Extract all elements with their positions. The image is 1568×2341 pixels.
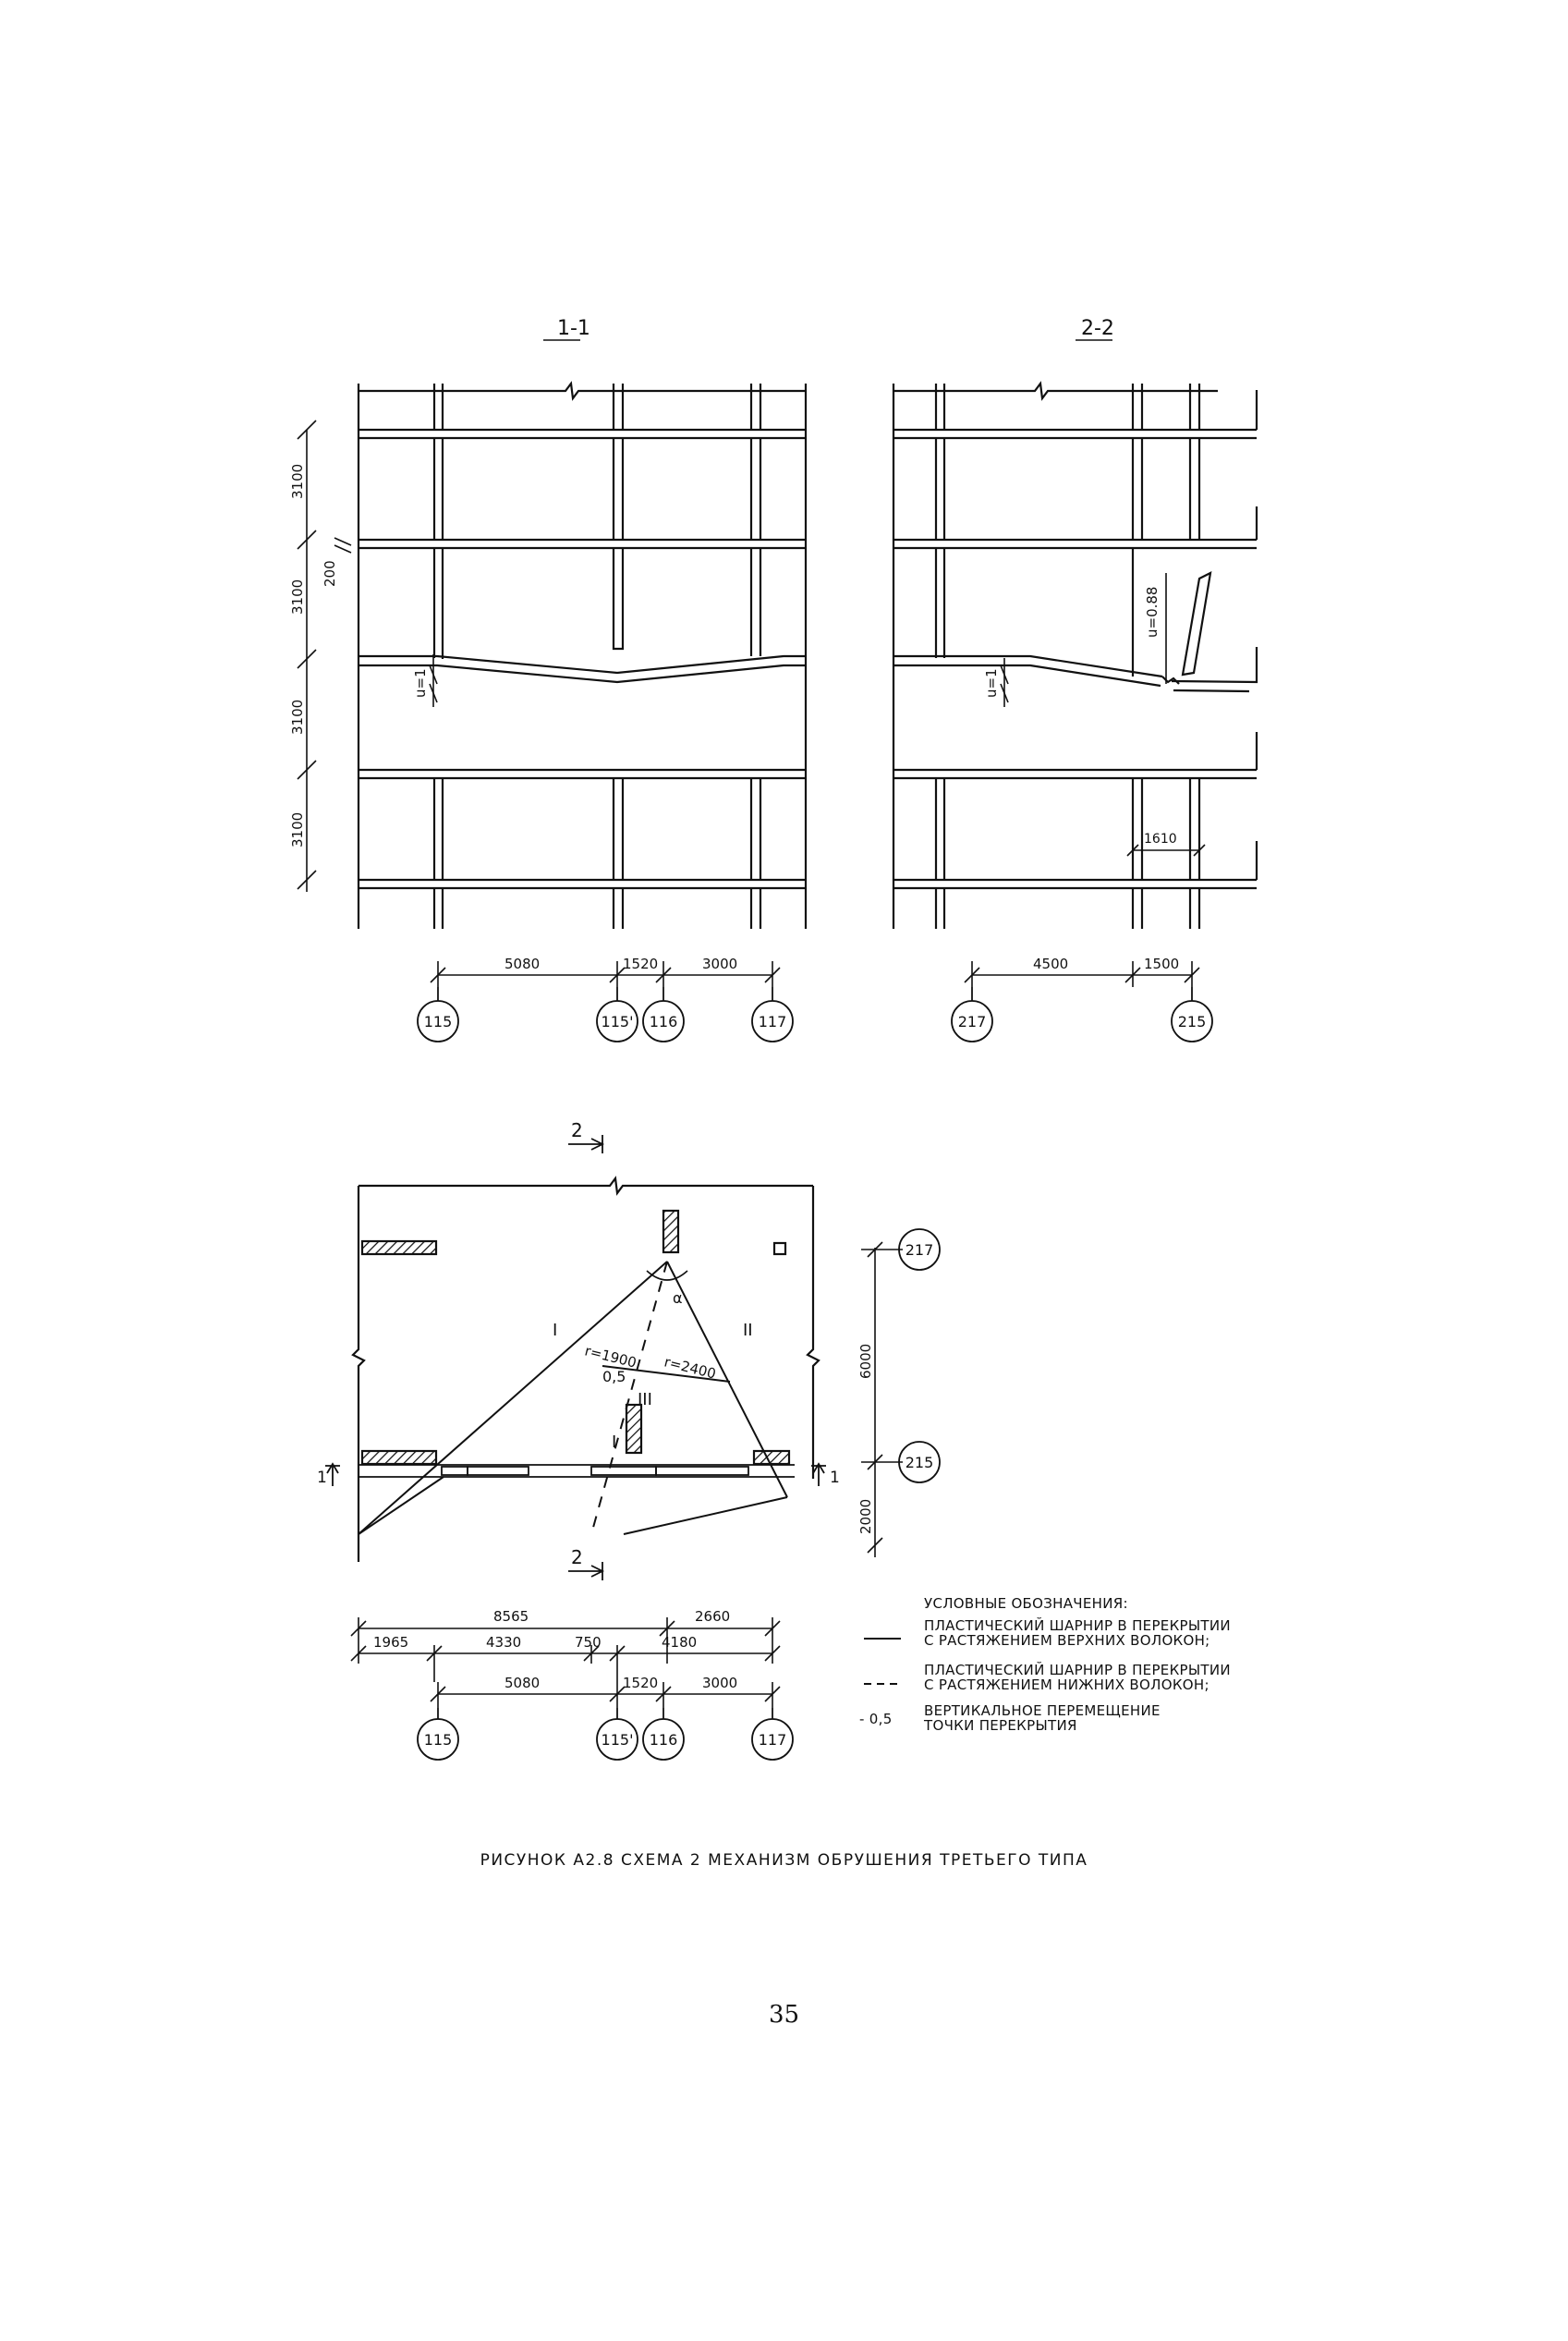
plan-dim-3000: 3000 [702,1675,738,1691]
section-2-axis-bubbles [952,987,1212,1042]
frame-top-break-2 [893,384,1218,398]
cut-mark-right: 1 [830,1469,840,1487]
radius-1900: r=1900 [583,1342,638,1372]
plan-dim-1520: 1520 [623,1675,659,1691]
height-dim-4: 3100 [289,811,306,847]
legend-item1-line1: ПЛАСТИЧЕСКИЙ ШАРНИР В ПЕРЕКРЫТИИ [924,1617,1231,1634]
dim-1965: 1965 [373,1634,409,1651]
legend-item2-line2: С РАСТЯЖЕНИЕМ НИЖНИХ ВОЛОКОН; [924,1676,1209,1693]
dim-4180: 4180 [662,1634,698,1651]
wall-hatch-left-bottom [362,1451,436,1464]
axis-116: 116 [649,1013,678,1030]
plan-top-break [359,1178,813,1193]
section-2-2 [893,317,1257,1042]
height-dim-2: 3100 [289,579,306,615]
zone-label-4: I [612,1433,617,1452]
plan-axis-117: 117 [758,1731,787,1749]
height-dim-200: 200 [322,560,338,587]
legend-symbols [864,1639,901,1684]
page-number: 35 [768,2001,800,2029]
height-dim-3: 3100 [289,699,306,735]
dim-8565: 8565 [493,1608,529,1625]
dim-1610: 1610 [1144,832,1177,847]
floor-slabs-2 [893,390,1257,888]
displacement-label: 0,5 [602,1368,626,1385]
legend-item3-symbol: - 0,5 [859,1711,893,1727]
section-2-title: 2-2 [1081,317,1114,340]
plan-axis-217: 217 [905,1241,934,1259]
zone-label-2: II [743,1321,753,1340]
section-1-1 [289,317,806,1042]
legend-item3-line1: ВЕРТИКАЛЬНОЕ ПЕРЕМЕЩЕНИЕ [924,1702,1161,1719]
span-dim-4500: 4500 [1033,956,1069,972]
yield-lines [359,1262,787,1534]
height-dim-1: 3100 [289,463,306,499]
wall-hatch-left-top [362,1241,436,1254]
axis-217: 217 [957,1013,987,1030]
legend-title: УСЛОВНЫЕ ОБОЗНАЧЕНИЯ: [924,1595,1128,1612]
cut-mark-bottom: 2 [571,1546,583,1568]
radius-2400: r=2400 [662,1353,718,1383]
deformed-slab-2 [893,647,1257,691]
plan-axis-115-prime: 115' [601,1731,634,1749]
span-dim-5080: 5080 [504,956,541,972]
deflection-label-1: u=1 [412,668,429,698]
frame-top-break [359,384,806,398]
deflection-marker-2 [1001,573,1166,707]
section-1-title: 1-1 [557,317,590,340]
span-dim-1520: 1520 [623,956,659,972]
column-small-right [774,1243,785,1254]
tilted-column [1183,573,1210,675]
deflection-label-2-right: u=0.88 [1144,586,1161,638]
column-hatch-middle [626,1405,641,1453]
yield-lines-dashed [591,1262,667,1534]
cut-mark-top: 2 [571,1119,583,1141]
zone-label-1: I [553,1321,558,1340]
figure-caption: РИСУНОК А2.8 СХЕМА 2 МЕХАНИЗМ ОБРУШЕНИЯ ТРЕТЬЕГО ТИПА [480,1851,1088,1870]
span-dim-3000: 3000 [702,956,738,972]
axis-215: 215 [1177,1013,1207,1030]
deflection-marker-1 [430,654,437,707]
wall-hatch-right-bottom [754,1451,789,1464]
axis-117: 117 [758,1013,787,1030]
plan-axis-115: 115 [423,1731,453,1749]
column-hatch-top [663,1211,678,1252]
axis-115-prime: 115' [601,1013,634,1030]
cut-arrow-left [325,1464,340,1486]
slab-strip [359,1465,795,1477]
legend-item1-line2: С РАСТЯЖЕНИЕМ ВЕРХНИХ ВОЛОКОН; [924,1632,1210,1649]
zone-label-3: III [638,1390,652,1409]
angle-arc [647,1271,687,1280]
floor-slabs [359,430,806,888]
columns [434,384,760,929]
cut-mark-left: 1 [317,1469,327,1487]
dim-4330: 4330 [486,1634,522,1651]
plan-dim-chains [351,1617,780,1708]
dim-6000: 6000 [857,1343,874,1379]
legend-item2-line1: ПЛАСТИЧЕСКИЙ ШАРНИР В ПЕРЕКРЫТИИ [924,1662,1231,1678]
plan-dim-5080: 5080 [504,1675,541,1691]
plan-axis-116: 116 [649,1731,678,1749]
span-dim-1500: 1500 [1144,956,1180,972]
axis-115: 115 [423,1013,453,1030]
plan-view [317,1119,940,1760]
plan-axis-215: 215 [905,1454,934,1471]
dim-2660: 2660 [695,1608,731,1625]
plan-right-edge [808,1186,819,1479]
deflection-label-2-left: u=1 [983,668,1000,698]
legend-item3-line2: ТОЧКИ ПЕРЕКРЫТИЯ [924,1717,1077,1734]
dim-2000: 2000 [857,1498,874,1534]
dim-750: 750 [575,1634,602,1651]
angle-label: α [673,1289,683,1307]
